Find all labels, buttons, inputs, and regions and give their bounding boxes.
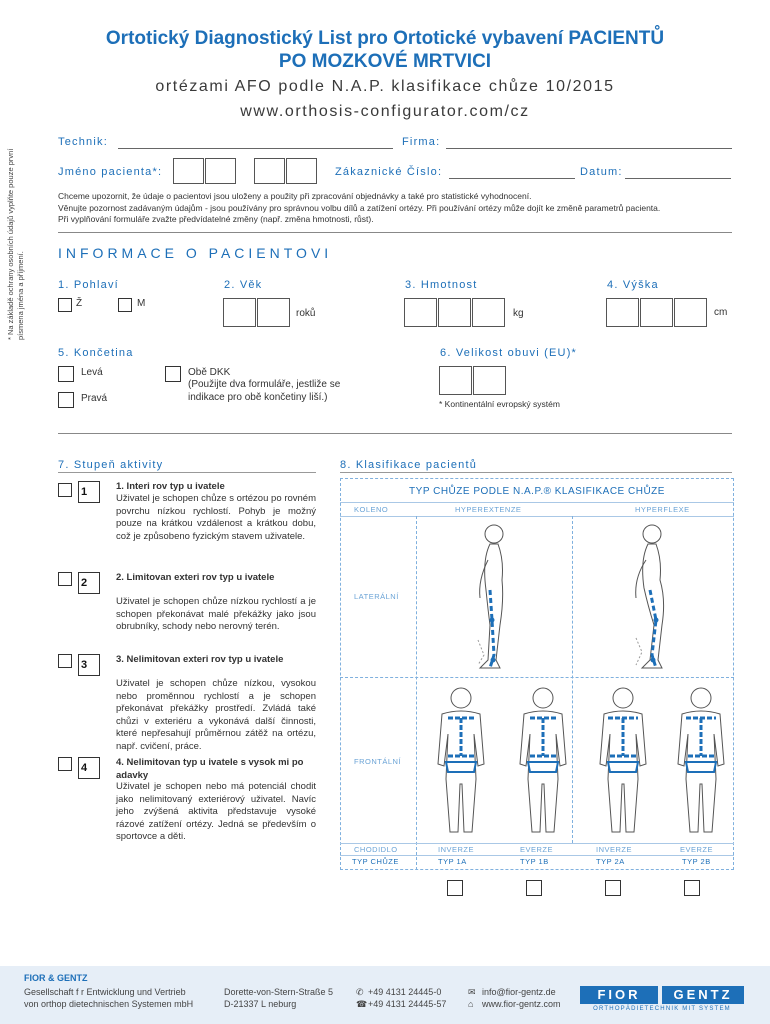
gender-female-checkbox[interactable]	[58, 298, 72, 312]
weight-digit-box[interactable]	[472, 298, 505, 327]
frontal-figure-type-1b	[506, 684, 580, 839]
logo-left: FIOR	[580, 986, 658, 1004]
limb-right-checkbox[interactable]	[58, 392, 74, 408]
table-column-divider	[416, 516, 417, 870]
q8-label: 8. Klasifikace pacientů	[340, 459, 478, 471]
shoe-size-box[interactable]	[439, 366, 472, 395]
frontal-figure-type-2a	[586, 684, 660, 839]
notice-line: Chceme upozornit, že údaje o pacientovi jsou uloženy a použity při zpracování objednávky a také pro statistické vyhodnocení.	[58, 191, 532, 201]
height-digit-box[interactable]	[606, 298, 639, 327]
activity-2-text: Uživatel je schopen chůze nízkou rychlostí a je schopen překonávat malé překážky jako jsou obrubníky, schody nebo nerovný terén.	[116, 596, 316, 632]
surname-initial-box[interactable]	[286, 158, 317, 184]
website[interactable]: www.orthosis-configurator.com/cz	[240, 103, 530, 120]
shoe-size-note: * Kontinentální evropský systém	[439, 399, 560, 409]
chodidlo-value: EVERZE	[520, 845, 554, 854]
firma-label: Firma:	[402, 136, 441, 148]
table-row-divider	[340, 677, 734, 678]
q1-label: 1. Pohlaví	[58, 279, 119, 291]
gait-type-2a-checkbox[interactable]	[605, 880, 621, 896]
lateral-figure-hyperextension	[460, 520, 530, 675]
activity-1-text: Uživatel je schopen chůze s ortézou po rovném povrchu nízkou rychlostí. Pohyb je možný pouze na krátkou vzdálenost a krátkou dobu, což je způsobeno fyzickým stavem uživatele.	[116, 493, 316, 542]
title-line1: Ortotický Diagnostický List pro Ortotické vybavení PACIENTŮ	[105, 28, 665, 49]
datum-field[interactable]	[625, 178, 731, 179]
footer-email[interactable]: info@fior-gentz.de	[482, 987, 556, 997]
divider	[58, 433, 732, 434]
frontalni-label: FRONTÁLNÍ	[354, 757, 402, 766]
activity-4-checkbox[interactable]	[58, 757, 72, 771]
side-note: * Na základě ochrany osobních údajů vyplňte pouze první písmena jména a příjmení.	[6, 148, 25, 340]
notice-line: Věnujte pozornost zadávaným údajům - jsou používány pro správnou volbu dílů a zatížení ortézy. Při používání ortézy může dojít ke změně parametrů pacienta.	[58, 202, 661, 213]
limb-right-label: Pravá	[81, 393, 108, 404]
table-divider	[340, 855, 734, 856]
divider	[58, 472, 316, 473]
technik-field[interactable]	[118, 148, 393, 149]
shoe-size-box[interactable]	[473, 366, 506, 395]
q2-label: 2. Věk	[224, 279, 263, 291]
q4-label: 4. Výška	[607, 279, 659, 291]
mail-icon: ✉	[468, 987, 476, 997]
height-digit-box[interactable]	[640, 298, 673, 327]
activity-3-text: Uživatel je schopen chůze nízkou, vysokou nebo proměnnou rychlostí a je schopen překonávat překážky prostředí. Zvládá také chůzi v exteriéru a vykonává další činnosti, které nepřesahují průměrnou zátěž na ortézu, např. cvičení, práce.	[116, 678, 316, 752]
firma-field[interactable]	[446, 148, 732, 149]
age-digit-box[interactable]	[257, 298, 290, 327]
activity-2-title: 2. Limitovan exteri rov typ u ivatele	[116, 572, 275, 583]
activity-4-title: 4. Nelimitovan typ u ivatele s vysok mi po adavky	[116, 757, 304, 781]
name-initial-box[interactable]	[205, 158, 236, 184]
activity-4-icon: 4	[78, 757, 100, 779]
q5-label: 5. Končetina	[58, 347, 134, 359]
koleno-label: KOLENO	[354, 505, 389, 514]
activity-3-checkbox[interactable]	[58, 654, 72, 668]
height-digit-box[interactable]	[674, 298, 707, 327]
table-divider	[340, 516, 734, 517]
fax-icon: ☎	[356, 999, 368, 1009]
limb-left-label: Levá	[81, 367, 103, 378]
activity-3-title: 3. Nelimitovan exteri rov typ u ivatele	[116, 654, 284, 665]
limb-both-checkbox[interactable]	[165, 366, 181, 382]
footer-web[interactable]: www.fior-gentz.com	[482, 999, 561, 1009]
limb-left-checkbox[interactable]	[58, 366, 74, 382]
gait-type-label: TYP 2A	[596, 857, 625, 866]
footer-company: FIOR & GENTZ	[24, 973, 88, 983]
technik-label: Technik:	[58, 136, 108, 148]
chodidlo-label: CHODIDLO	[354, 845, 398, 854]
logo-subtitle: ORTHOPÄDIETECHNIK MIT SYSTEM	[593, 1006, 731, 1012]
limb-both-label: Obě DKK	[188, 367, 231, 378]
footer-line2: von orthop dietechnischen Systemen mbH	[24, 999, 194, 1009]
hyperflexe-label: HYPERFLEXE	[635, 505, 690, 514]
weight-unit: kg	[513, 308, 524, 319]
q7-label: 7. Stupeň aktivity	[58, 459, 164, 471]
activity-3-icon: 3	[78, 654, 100, 676]
frontal-figure-type-2b	[664, 684, 738, 839]
section-heading: INFORMACE O PACIENTOVI	[58, 245, 333, 261]
footer-line1: Gesellschaft f r Entwicklung und Vertrieb	[24, 987, 186, 997]
jmeno-label: Jméno pacienta*:	[58, 166, 163, 178]
gait-type-2b-checkbox[interactable]	[684, 880, 700, 896]
zakaznicke-field[interactable]	[449, 178, 575, 179]
notice-line: Při vyplňování formuláře zvažte předvídatelné změny (např. změna hmotnosti, růst).	[58, 214, 374, 224]
activity-4-text: Uživatel je schopen nebo má potenciál chodit jako nelimitovaný exteriérový uživatel. Navíc jeho zvýšená aktivita představuje vysoké rázové zatížení ortézy. Jedná se především o sportovce a děti.	[116, 781, 316, 842]
chodidlo-value: INVERZE	[438, 845, 475, 854]
activity-1-icon: 1	[78, 481, 100, 503]
footer-phone: +49 4131 24445-0	[368, 987, 442, 997]
surname-initial-box[interactable]	[254, 158, 285, 184]
gender-male-label: M	[137, 298, 146, 309]
gait-type-1b-checkbox[interactable]	[526, 880, 542, 896]
gender-female-label: Ž	[76, 298, 83, 309]
divider	[340, 472, 732, 473]
divider	[58, 232, 732, 233]
title-line2: PO MOZKOVÉ MRTVICI	[278, 51, 492, 72]
height-unit: cm	[714, 307, 728, 318]
lateralni-label: LATERÁLNÍ	[354, 592, 399, 601]
phone-icon: ✆	[356, 987, 364, 997]
logo-right: GENTZ	[662, 986, 744, 1004]
table-title: TYP CHŮZE PODLE N.A.P.® KLASIFIKACE CHŮZE	[409, 486, 665, 497]
activity-2-checkbox[interactable]	[58, 572, 72, 586]
limb-both-note: (Použijte dva formuláře, jestliže se indikace pro obě končetiny liší.)	[188, 379, 341, 403]
gender-male-checkbox[interactable]	[118, 298, 132, 312]
gait-type-label: TYP 1B	[520, 857, 549, 866]
fior-gentz-logo	[580, 986, 744, 1004]
activity-1-title: 1. Interi rov typ u ivatele	[116, 481, 225, 492]
age-unit: roků	[296, 308, 316, 319]
footer-address2: D-21337 L neburg	[224, 999, 297, 1009]
footer-address1: Dorette-von-Stern-Straße 5	[224, 987, 334, 997]
datum-label: Datum:	[580, 166, 623, 178]
weight-digit-box[interactable]	[404, 298, 437, 327]
chodidlo-value: INVERZE	[596, 845, 633, 854]
hyperextenze-label: HYPEREXTENZE	[455, 505, 522, 514]
subtitle: ortézami AFO podle N.A.P. klasifikace chůze 10/2015	[155, 78, 615, 95]
gait-type-label: TYP 1A	[438, 857, 467, 866]
frontal-figure-type-1a	[424, 684, 498, 839]
activity-1-checkbox[interactable]	[58, 483, 72, 497]
age-digit-box[interactable]	[223, 298, 256, 327]
lateral-figure-hyperflexion	[620, 520, 690, 675]
footer-fax: +49 4131 24445-57	[368, 999, 447, 1009]
table-divider	[340, 843, 734, 844]
gait-type-label: TYP 2B	[682, 857, 711, 866]
typ-chuze-label: TYP CHŮZE	[352, 857, 399, 866]
table-divider	[340, 502, 734, 503]
q6-label: 6. Velikost obuvi (EU)*	[440, 347, 578, 359]
name-initial-box[interactable]	[173, 158, 204, 184]
gait-type-1a-checkbox[interactable]	[447, 880, 463, 896]
q3-label: 3. Hmotnost	[405, 279, 478, 291]
weight-digit-box[interactable]	[438, 298, 471, 327]
zakaznicke-label: Zákaznické Číslo:	[335, 166, 443, 178]
chodidlo-value: EVERZE	[680, 845, 714, 854]
web-icon: ⌂	[468, 999, 474, 1009]
activity-2-icon: 2	[78, 572, 100, 594]
